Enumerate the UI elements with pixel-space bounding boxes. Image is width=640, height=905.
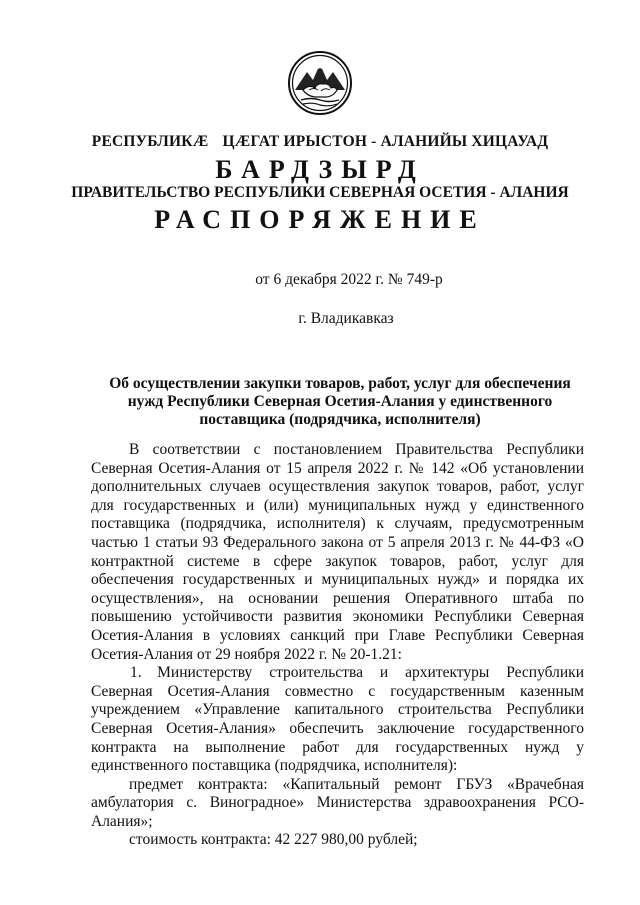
preamble-paragraph: В соответствии с постановлением Правительства Республики Северная Осетия-Алания от 15 апреля 2022 г. № 142 «Об установлении дополнительных случаев осуществления закупок товаров, работ, услуг для государственных и (или) муниципальных нужд у единственного поставщика (подрядчика, исполнителя) к случаям, предусмотренным частью 1 статьи 93 Федерального закона от 5 апреля 2013 г. № 44-ФЗ «О контрактной системе в сфере закупок товаров, работ, услуг для обеспечения государственных и муниципальных нужд» и порядка их осуществления», на основании решения Оперативного штаба по повышению устойчивости развития экономики Республики Северная Осетия-Алания в условиях санкций при Главе Республики Северная Осетия-Алания от 29 ноября 2022 г. № 20-1.21: <box>91 441 584 663</box>
document-type-title: РАСПОРЯЖЕНИЕ <box>154 205 486 234</box>
date-and-number: от 6 декабря 2022 г. № 749-р <box>255 271 443 288</box>
header-ossetian-government <box>60 133 580 151</box>
header-republic-word: РЕСПУБЛИКӔ <box>91 133 209 150</box>
order-body <box>91 441 584 850</box>
coat-of-arms-emblem <box>287 50 353 116</box>
contract-subject-paragraph: предмет контракта: «Капитальный ремонт ГБУЗ «Врачебная амбулатория с. Виноградное» Министерства здравоохранения РСО-Алания»; <box>91 775 584 830</box>
header-government-words: ЦӔГАТ ИРЫСТОН - АЛАНИЙЫ ХИЦАУАД <box>222 133 549 150</box>
city-name: г. Владикавказ <box>298 310 394 327</box>
item-1-paragraph: 1. Министерству строительства и архитектуры Республики Северная Осетия-Алания совместно с государственным казенным учреждением «Управление капитального строительства Республики Северная Осетия-Алания» обеспечить заключение государственного контракта на выполнение работ для государственных нужд у единственного поставщика (подрядчика, исполнителя): <box>91 664 584 775</box>
header-bardzyrd: БАРДЗЫРД <box>215 155 425 184</box>
header-russian-government: ПРАВИТЕЛЬСТВО РЕСПУБЛИКИ СЕВЕРНАЯ ОСЕТИЯ - АЛАНИЯ <box>71 184 569 201</box>
order-title: Об осуществлении закупки товаров, работ, услуг для обеспечения нужд Республики Северная Осетия-Алания у единственного поставщика (подрядчика, исполнителя) <box>109 375 571 428</box>
contract-cost-paragraph: стоимость контракта: 42 227 980,00 рублей; <box>129 831 418 849</box>
